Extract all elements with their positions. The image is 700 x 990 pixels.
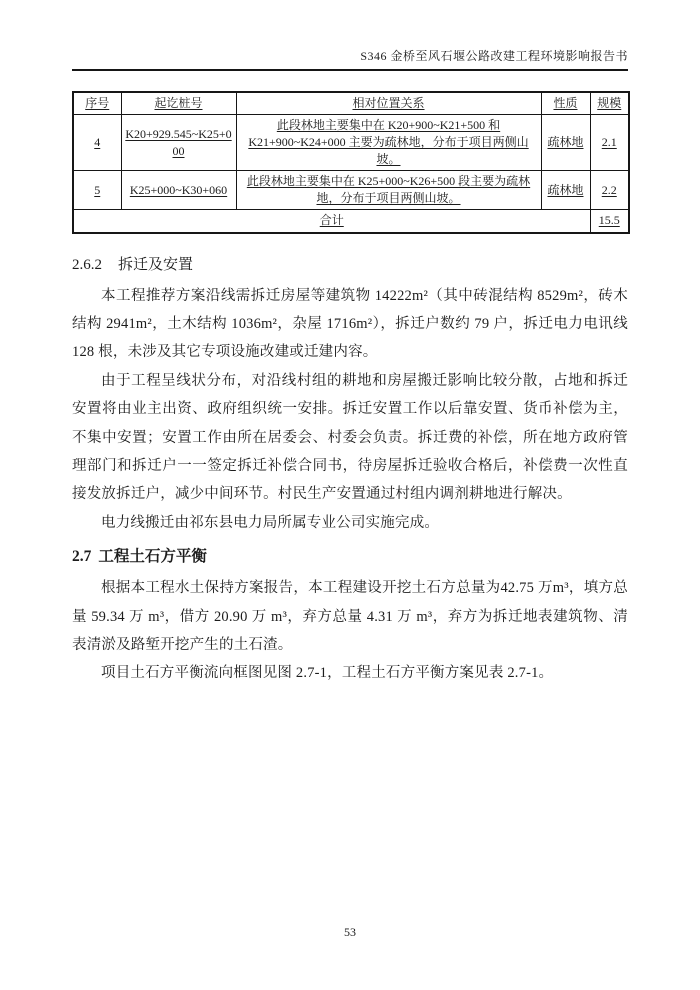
cell-relation: 此段林地主要集中在 K20+900~K21+500 和 K21+900~K24+000 主要为疏林地，分布于项目两侧山坡。 — [236, 115, 541, 171]
report-title: S346 金桥至风石堰公路改建工程环境影响报告书 — [360, 49, 628, 63]
col-header-stake: 起讫桩号 — [121, 92, 236, 115]
paragraph-demolition-quantities: 本工程推荐方案沿线需拆迁房屋等建筑物 14222m²（其中砖混结构 8529m²，砖木结构 2941m²，土木结构 1036m²，杂屋 1716m²），拆迁户数约 79 户，拆迁电力电讯线 128 根，未涉及其它专项设施改建或迁建内容。 — [72, 287, 628, 361]
cell-scale: 2.2 — [590, 171, 629, 210]
col-header-relation: 相对位置关系 — [236, 92, 541, 115]
paragraph-earthwork-balance: 根据本工程水土保持方案报告，本工程建设开挖土石方总量为42.75 万m³，填方总量 59.34 万 m³，借方 20.90 万 m³，弃方总量 4.31 万 m³，弃方为拆迁地表建筑物、清表清淤及路堑开挖产生的土石渣。 — [72, 580, 628, 654]
cell-scale: 2.1 — [590, 115, 629, 171]
cell-stake: K25+000~K30+060 — [121, 171, 236, 210]
col-header-scale: 规模 — [590, 92, 629, 115]
col-header-seq: 序号 — [73, 92, 121, 115]
cell-stake: K20+929.545~K25+000 — [121, 115, 236, 171]
table-total-row — [73, 210, 629, 233]
document-body — [72, 255, 628, 688]
section-heading-2-7 — [72, 547, 628, 567]
page-number: 53 — [344, 925, 356, 939]
running-header — [72, 0, 628, 71]
table-header-row — [73, 92, 629, 115]
paragraph-powerline-relocation: 电力线搬迁由祁东县电力局所属专业公司实施完成。 — [101, 514, 440, 531]
section-heading-2-6-2 — [72, 255, 628, 275]
cell-relation: 此段林地主要集中在 K25+000~K26+500 段主要为疏林地，分布于项目两侧山坡。 — [236, 171, 541, 210]
section-number: 2.6.2 — [72, 256, 102, 273]
cell-seq: 5 — [73, 171, 121, 210]
total-value: 15.5 — [590, 210, 629, 233]
section-title: 拆迁及安置 — [118, 256, 194, 273]
cell-seq: 4 — [73, 115, 121, 171]
paragraph-earthwork-references: 项目土石方平衡流向框图见图 2.7-1，工程土石方平衡方案见表 2.7-1。 — [101, 665, 554, 682]
col-header-nature: 性质 — [541, 92, 590, 115]
paragraph-resettlement-policy: 由于工程呈线状分布，对沿线村组的耕地和房屋搬迁影响比较分散，占地和拆迁安置将由业主出资、政府组织统一安排。拆迁安置工作以后靠安置、货币补偿为主，不集中安置；安置工作由所在居委会、村委会负责。拆迁费的补偿，所在地方政府管理部门和拆迁户一一签定拆迁补偿合同书，待房屋拆迁验收合格后，补偿费一次性直接发放拆迁户，减少中间环节。村民生产安置通过村组内调剂耕地进行解决。 — [72, 372, 628, 503]
landuse-table — [72, 91, 630, 234]
table-row — [73, 115, 629, 171]
table-row — [73, 171, 629, 210]
section-title: 工程土石方平衡 — [98, 548, 207, 566]
cell-nature: 疏林地 — [541, 171, 590, 210]
cell-nature: 疏林地 — [541, 115, 590, 171]
section-number: 2.7 — [72, 548, 92, 566]
total-label: 合计 — [73, 210, 590, 233]
